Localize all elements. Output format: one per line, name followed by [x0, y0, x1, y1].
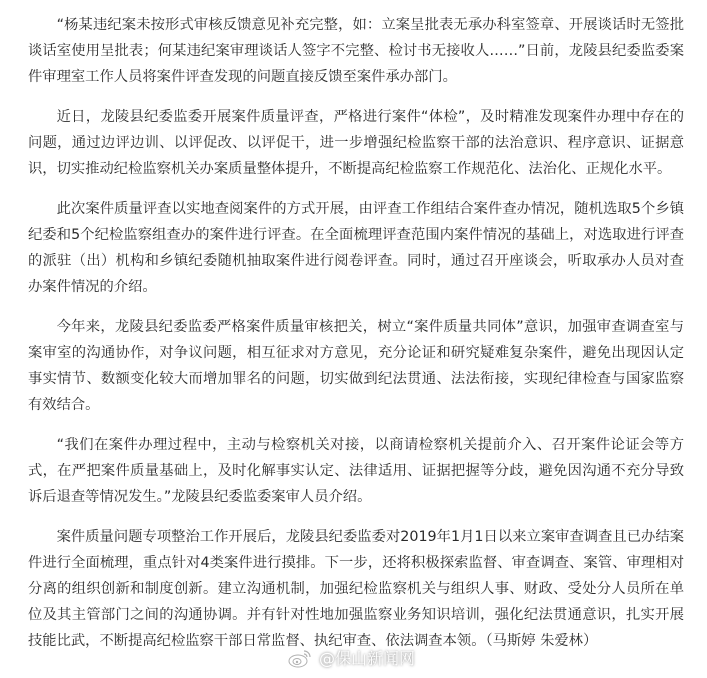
article-body: [28, 12, 684, 668]
watermark-text: @保山新闻网: [319, 649, 416, 668]
paragraph-4: 今年来，龙陵县纪委监委严格案件质量审核把关，树立“案件质量共同体”意识，加强审查调查室与案审室的沟通协作，对争议问题，相互征求对方意见，充分论证和研究疑难复杂案件，避免出现因认定事实情节、数额变化较大而增加罪名的问题，切实做到纪法贯通、法法衔接，实现纪律检查与国家监察有效结合。: [28, 319, 684, 413]
watermark: [287, 646, 415, 669]
paragraph-3: 此次案件质量评查以实地查阅案件的方式开展，由评查工作组结合案件查办情况，随机选取5个乡镇纪委和5个纪检监察组查办的案件进行评查。在全面梳理评查范围内案件情况的基础上，对选取进行评查的派驻（出）机构和乡镇纪委随机抽取案件进行阅卷评查。同时，通过召开座谈会，听取承办人员对查办案件情况的介绍。: [28, 201, 684, 295]
weibo-icon: [287, 648, 313, 668]
paragraph-6: 案件质量问题专项整治工作开展后，龙陵县纪委监委对2019年1月1日以来立案审查调查且已办结案件进行全面梳理，重点针对4类案件进行摸排。下一步，还将积极探索监督、审查调查、案管、审理相对分离的组织创新和制度创新。建立沟通机制，加强纪检监察机关与组织人事、财政、受处分人员所在单位及其主管部门之间的沟通协调。并有针对性地加强监察业务知识培训，强化纪法贯通意识，扎实开展技能比武，不断提高纪检监察干部日常监督、执纪审查、依法调查本领。（马斯婷 朱爱林）: [28, 529, 684, 649]
paragraph-5: “我们在案件办理过程中，主动与检察机关对接，以商请检察机关提前介入、召开案件论证会等方式，在严把案件质量基础上，及时化解事实认定、法律适用、证据把握等分歧，避免因沟通不充分导致诉后退查等情况发生。”龙陵县纪委监委案审人员介绍。: [28, 437, 684, 505]
paragraph-1: “杨某违纪案未按形式审核反馈意见补充完整，如：立案呈批表无承办科室签章、开展谈话时无签批谈话室使用呈批表；何某违纪案审理谈话人签字不完整、检讨书无接收人……”日前，龙陵县纪委监委案件审理室工作人员将案件评查发现的问题直接反馈至案件承办部门。: [28, 17, 684, 85]
paragraph-2: 近日，龙陵县纪委监委开展案件质量评查，严格进行案件“体检”，及时精准发现案件办理中存在的问题，通过边评边训、以评促改、以评促干，进一步增强纪检监察干部的法治意识、程序意识、证据意识，切实推动纪检监察机关办案质量整体提升，不断提高纪检监察工作规范化、法治化、正规化水平。: [28, 109, 684, 177]
